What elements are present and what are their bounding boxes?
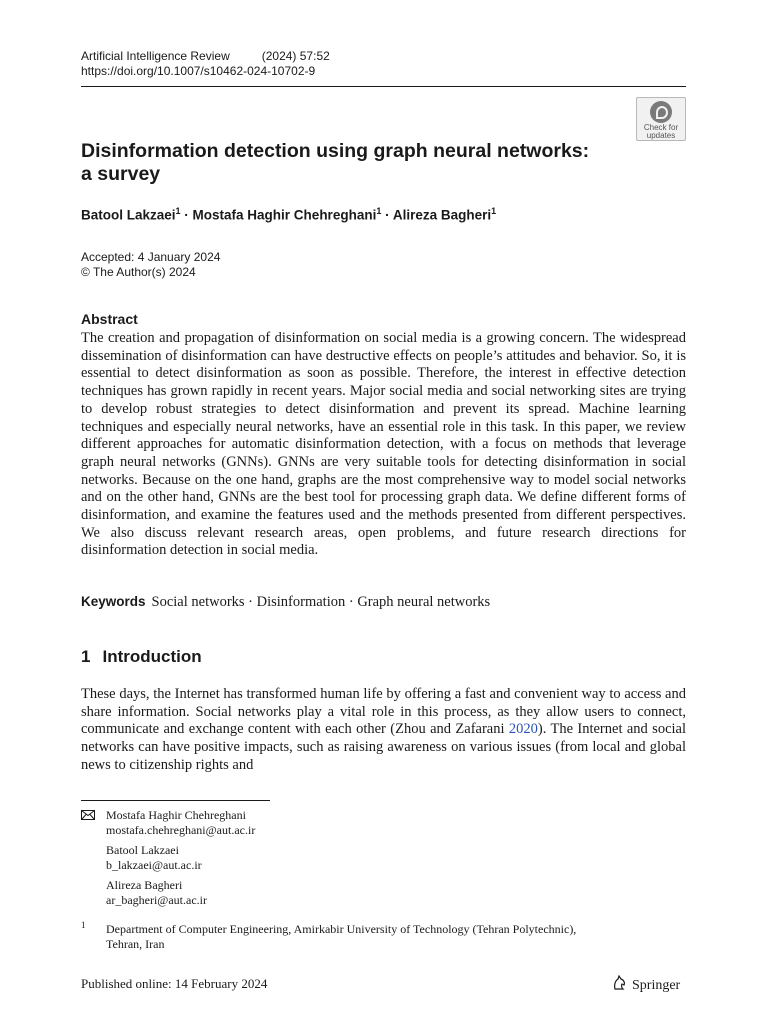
abstract-text: The creation and propagation of disinformation on social media is a growing concern. The widespread dissemination of disinformation can have destructive effects on people’s attitudes and behavior. So, it is essential to detect disinformation as soon as possible. Therefore, the interest in effective detection techniques has grown rapidly in recent years. Major social media and social networking sites are trying to develop robust strategies to detect disinformation and prevent its spread. Machine learning techniques and especially neural networks, have an essential role in this task. In this paper, we review different approaches for automatic disinformation detection, with a focus on methods that leverage graph neural networks (GNNs). GNNs are very suitable tools for detecting disinformation in social networks. Because on the one hand, graphs are the most comprehensive way to model social networks and on the other hand, GNNs are the best tool for processing graph data. We define different forms of disinformation, and examine the features used and the methods presented from different perspectives. We also discuss relevant research areas, open problems, and future research directions for disinformation detection in social media. [81, 330, 686, 559]
contact-author [106, 843, 202, 873]
section-heading [81, 647, 202, 667]
author-affiliation-mark: 1 [376, 206, 382, 216]
author-name[interactable]: Alireza Bagheri [392, 207, 492, 223]
author-affiliation-mark: 1 [175, 206, 181, 216]
author-affiliation-mark: 1 [491, 206, 497, 216]
section-title: Introduction [102, 647, 202, 666]
copyright-notice: © The Author(s) 2024 [81, 265, 196, 279]
affiliation-mark: 1 [81, 920, 86, 930]
volume-reference: (2024) 57:52 [261, 49, 330, 63]
contact-corresponding [106, 808, 255, 838]
check-for-updates-badge[interactable] [636, 97, 686, 141]
published-online-date: Published online: 14 February 2024 [81, 976, 268, 991]
paper-title: Disinformation detection using graph neural networks: a survey [81, 140, 590, 185]
accepted-date: Accepted: 4 January 2024 [81, 250, 221, 264]
author-name[interactable]: Batool Lakzaei [81, 207, 176, 223]
introduction-text: These days, the Internet has transformed human life by offering a fast and convenient way to access and share information. Social networks play a vital role in this process, as they allow users to connect, communicate and exchange content with each other (Zhou and Zafarani 2020). The Internet and social networks can have positive impacts, such as raising awareness on various issues (from local and global news to citizenship rights and [81, 686, 686, 773]
journal-name: Artificial Intelligence Review [81, 49, 230, 63]
keywords-value: Social networks · Disinformation · Graph neural networks [151, 594, 491, 610]
author-separator: · [180, 207, 193, 223]
keywords-label: Keywords [81, 594, 146, 609]
keywords-line [81, 594, 490, 611]
author-separator: · [381, 207, 393, 223]
abstract-heading: Abstract [81, 311, 138, 327]
affiliation-text: Department of Computer Engineering, Amirkabir University of Technology (Tehran Polytechnic), Tehran, Iran [106, 922, 577, 951]
check-updates-icon [650, 101, 672, 123]
citation-link[interactable]: 2020 [508, 721, 538, 738]
author-name[interactable]: Mostafa Haghir Chehreghani [192, 207, 377, 223]
contact-name: Batool Lakzaei [106, 843, 179, 857]
check-updates-label: Check for updates [643, 123, 679, 140]
author-list [81, 206, 496, 223]
contact-email[interactable]: b_lakzaei@aut.ac.ir [106, 858, 202, 872]
journal-header [81, 49, 330, 63]
contact-name: Alireza Bagheri [106, 878, 183, 892]
publisher-logo [612, 975, 680, 994]
contact-name: Mostafa Haghir Chehreghani [106, 808, 246, 822]
section-number: 1 [81, 647, 91, 666]
header-divider [81, 86, 686, 87]
contact-email[interactable]: mostafa.chehreghani@aut.ac.ir [106, 823, 256, 837]
publisher-name: Springer [632, 978, 681, 993]
doi-link[interactable]: https://doi.org/10.1007/s10462-024-10702-9 [81, 64, 316, 78]
contact-email[interactable]: ar_bagheri@aut.ac.ir [106, 893, 207, 907]
footnote-divider [81, 800, 270, 801]
publication-dates [81, 250, 220, 280]
springer-horse-icon [612, 975, 627, 991]
contact-author [106, 878, 207, 908]
envelope-icon [81, 810, 95, 820]
